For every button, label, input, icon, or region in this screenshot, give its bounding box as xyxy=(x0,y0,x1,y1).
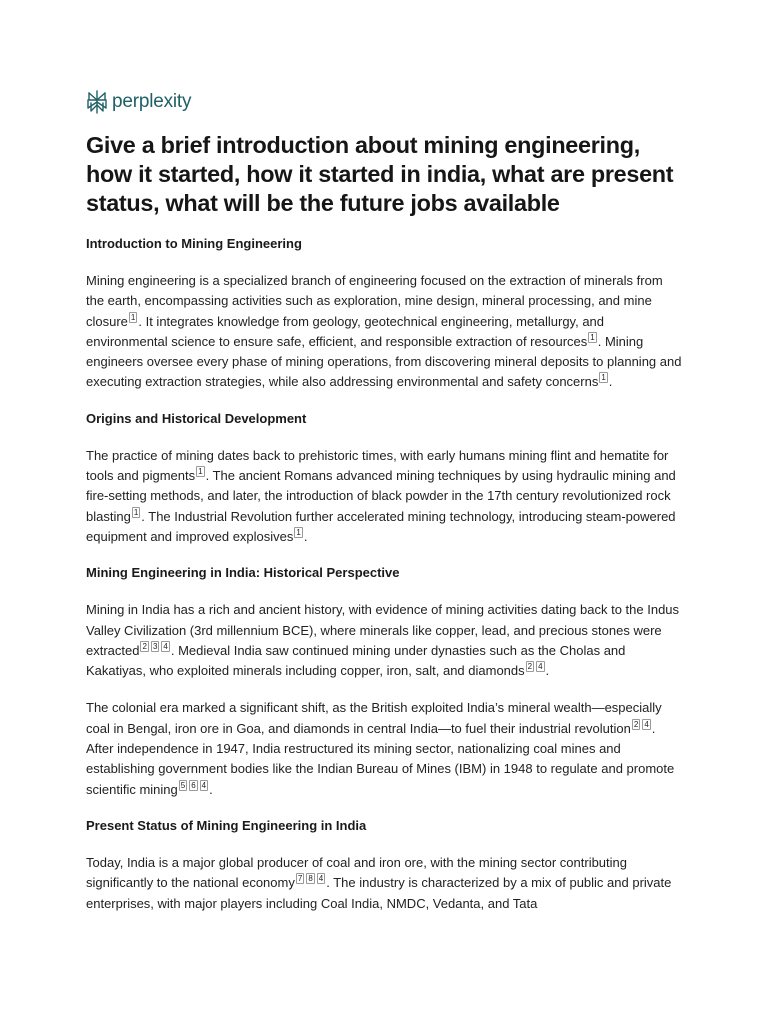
perplexity-logo-icon xyxy=(86,90,108,114)
citation-link[interactable]: 8 xyxy=(308,874,313,884)
citation-link[interactable]: 1 xyxy=(130,312,136,322)
section-heading: Present Status of Mining Engineering in India xyxy=(86,817,367,833)
body-paragraph xyxy=(86,446,682,547)
paragraph-text: . Medieval India saw continued mining under dynasties such as the Cholas and Kakatiyas, who exploited minerals including copper, iron, salt, and diamonds xyxy=(86,642,626,679)
citation-link[interactable]: 1 xyxy=(296,527,301,537)
paragraph-text: . Mining engineers oversee every phase of mining operations, from discovering mineral deposits to planning and executing extraction strategies, while also addressing environmental and safety concerns xyxy=(86,333,682,390)
body-paragraph xyxy=(86,853,682,914)
citation-link[interactable]: 4 xyxy=(644,719,649,729)
paragraph-text: The practice of mining dates back to prehistoric times, with early humans mining flint and hematite for tools and pigments xyxy=(86,447,669,484)
citation-link[interactable]: 4 xyxy=(538,662,543,672)
citation-link[interactable]: 2 xyxy=(142,641,147,651)
brand-header xyxy=(86,88,682,116)
citation-link[interactable]: 6 xyxy=(191,780,196,790)
paragraph-text: The colonial era marked a significant shift, as the British exploited India’s mineral wealth—especially coal in Bengal, iron ore in Goa, and diamonds in central India—to fuel their industrial revolution xyxy=(86,700,662,736)
paragraph-text: . xyxy=(545,663,550,679)
citation-link[interactable]: 2 xyxy=(633,719,639,729)
body-paragraph xyxy=(86,271,682,393)
paragraph-text: . xyxy=(303,528,308,544)
citation-link[interactable]: 2 xyxy=(527,662,533,672)
citation-link[interactable]: 4 xyxy=(201,780,207,790)
citation-link[interactable]: 1 xyxy=(601,373,606,383)
paragraph-text: . xyxy=(209,781,213,797)
paragraph-text: . xyxy=(608,374,613,390)
citation-link[interactable]: 4 xyxy=(163,641,168,651)
citation-link[interactable]: 4 xyxy=(318,874,324,884)
body-paragraph xyxy=(86,600,682,681)
paragraph-text: . The industry is characterized by a mix of public and private enterprises, with major players including Coal India, NMDC, Vedanta, and Tata xyxy=(86,875,672,911)
section-heading: Mining Engineering in India: Historical Perspective xyxy=(86,565,400,581)
paragraph-text: . It integrates knowledge from geology, geotechnical engineering, metallurgy, and environmental science to ensure safe, efficient, and responsible extraction of resources xyxy=(86,313,605,349)
citation-link[interactable]: 1 xyxy=(590,332,595,342)
citation-link[interactable]: 1 xyxy=(133,507,139,517)
document-page xyxy=(86,88,682,914)
paragraph-text: . After independence in 1947, India restructured its mining sector, nationalizing coal mines and establishing government bodies like the Indian Bureau of Mines (IBM) in 1948 to regulate and promote scientific mining xyxy=(86,720,675,797)
brand-name: perplexity xyxy=(112,91,192,112)
section-heading: Introduction to Mining Engineering xyxy=(86,236,302,251)
citation-link[interactable]: 1 xyxy=(198,467,203,477)
body-paragraph xyxy=(86,698,682,799)
paragraph-text: Mining in India has a rich and ancient history, with evidence of mining activities dating back to the Indus Valley Civilization (3rd millennium BCE), where minerals like copper, lead, and precious stones were extracted xyxy=(86,602,680,658)
section-heading: Origins and Historical Development xyxy=(86,410,307,426)
page-title: Give a brief introduction about mining engineering, how it started, how it started in india, what are present status, what will be the future jobs available xyxy=(86,132,674,216)
paragraph-text: Today, India is a major global producer of coal and iron ore, with the mining sector contributing significantly to the national economy xyxy=(86,854,627,891)
paragraph-text: . The Industrial Revolution further accelerated mining technology, introducing steam-powered equipment and improved explosives xyxy=(86,508,676,544)
citation-link[interactable]: 5 xyxy=(180,780,186,790)
paragraph-text: . The ancient Romans advanced mining techniques by using hydraulic mining and fire-setting methods, and later, the introduction of black powder in the 17th century revolutionized rock blasting xyxy=(86,468,676,524)
paragraph-text: Mining engineering is a specialized branch of engineering focused on the extraction of minerals from the earth, encompassing activities such as exploration, mine design, mineral processing, and mine closure xyxy=(86,273,663,329)
citation-link[interactable]: 3 xyxy=(152,641,158,651)
citation-link[interactable]: 7 xyxy=(297,874,303,884)
document-body xyxy=(86,234,682,914)
